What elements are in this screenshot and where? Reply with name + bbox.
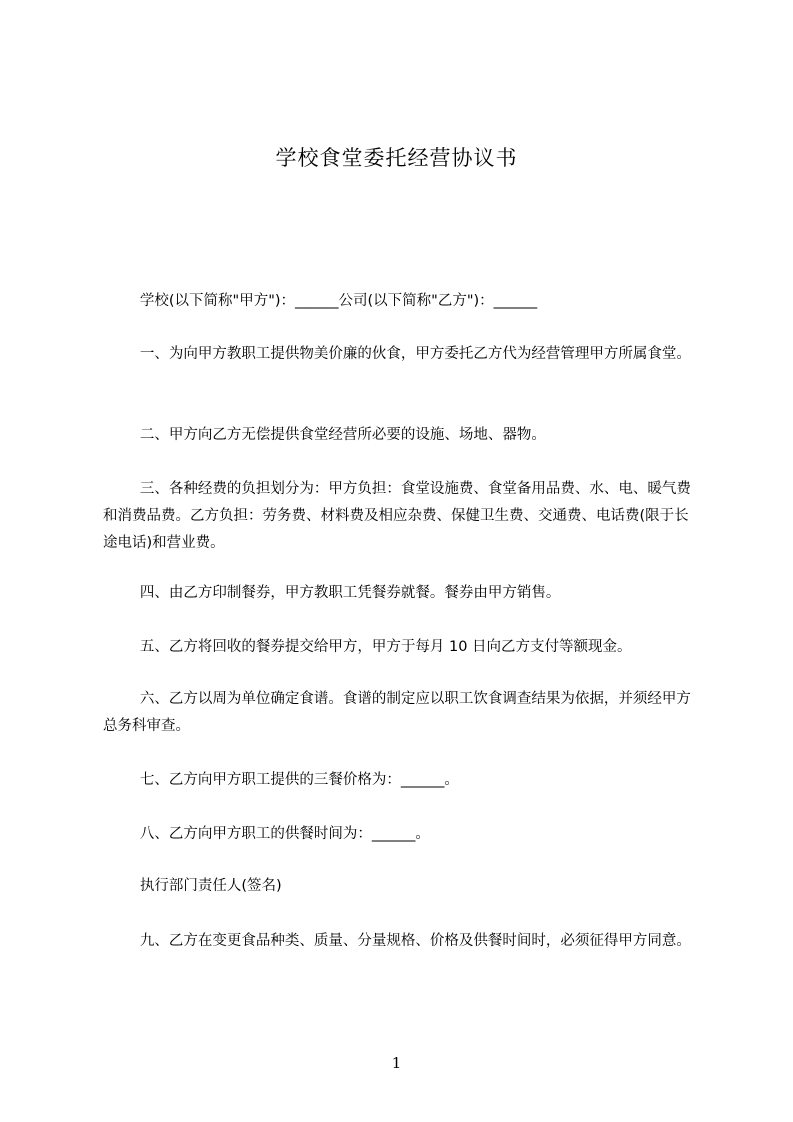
clause-3: 三、各种经费的负担划分为：甲方负担：食堂设施费、食堂备用品费、水、电、暖气费和消费品费。乙方负担：劳务费、材料费及相应杂费、保健卫生费、交通费、电话费(限于长途电话)和营业费。 <box>103 481 691 551</box>
clause-8: 八、乙方向甲方职工的供餐时间为：______。 <box>103 826 430 842</box>
clause-1: 一、为向甲方教职工提供物美价廉的伙食，甲方委托乙方代为经营管理甲方所属食堂。 <box>103 346 691 362</box>
clause-2: 二、甲方向乙方无偿提供食堂经营所必要的设施、场地、器物。 <box>103 427 546 443</box>
document-title: 学校食堂委托经营协议书 <box>275 146 518 170</box>
clause-5: 五、乙方将回收的餐券提交给甲方，甲方于每月 10 日向乙方支付等额现金。 <box>103 639 632 655</box>
clause-9: 九、乙方在变更食品种类、质量、分量规格、价格及供餐时间时，必须征得甲方同意。 <box>103 933 691 949</box>
parties-line: 学校(以下简称"甲方")：______公司(以下简称"乙方")：______ <box>103 293 538 309</box>
clause-7: 七、乙方向甲方职工提供的三餐价格为：______。 <box>103 772 459 788</box>
clause-4: 四、由乙方印制餐券，甲方教职工凭餐券就餐。餐券由甲方销售。 <box>103 585 561 601</box>
clause-6: 六、乙方以周为单位确定食谱。食谱的制定应以职工饮食调查结果为依据，并须经甲方总务科审查。 <box>103 691 691 734</box>
signature-line: 执行部门责任人(签名) <box>103 878 282 894</box>
page-number: 1 <box>391 1054 402 1072</box>
